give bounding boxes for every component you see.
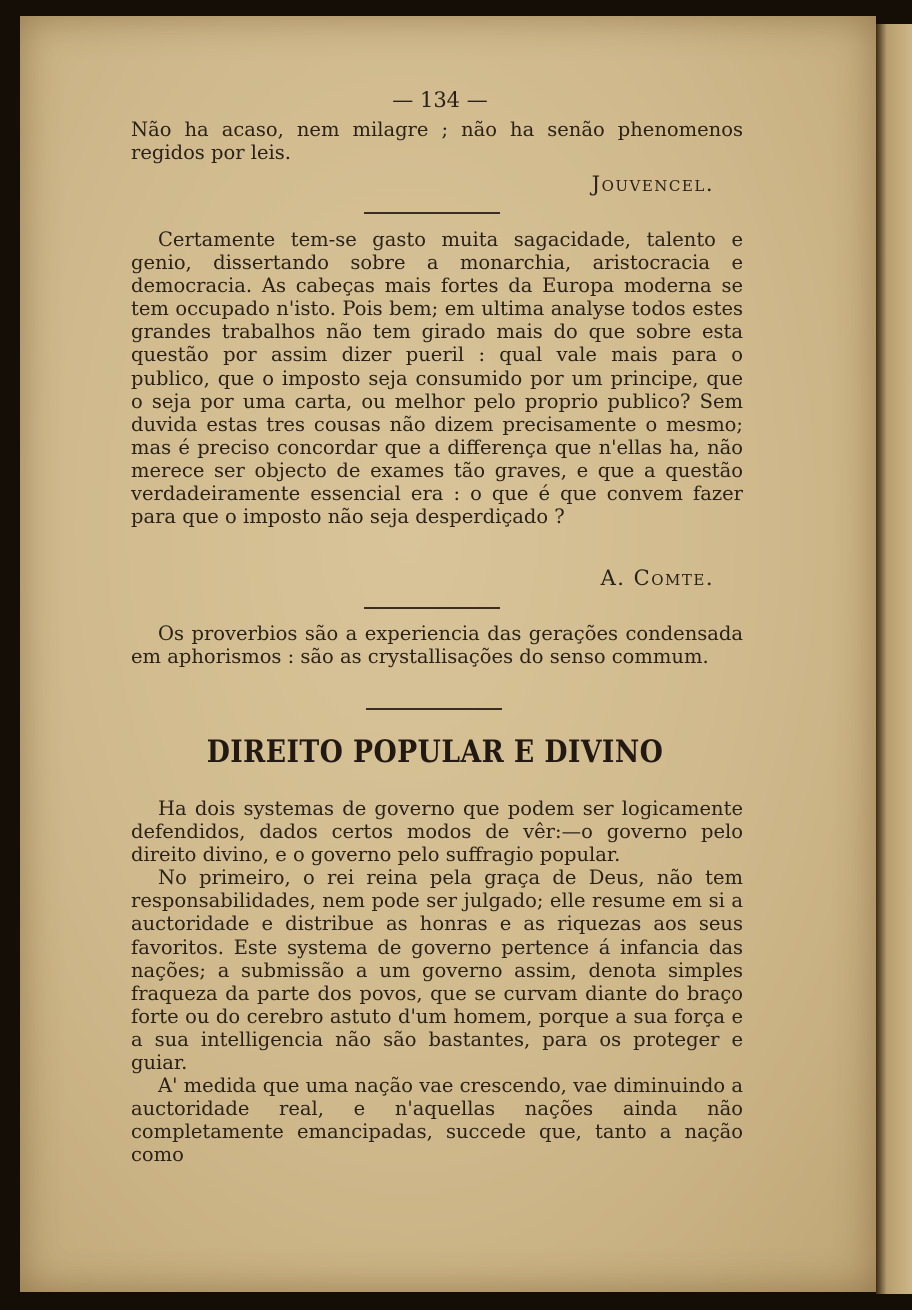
section-body (131, 797, 743, 1167)
body-paragraph: No primeiro, o rei reina pela graça de Deus, não tem responsabilidades, nem pode ser julgado; elle resume em si a auctoridade e distribue as honras e as riquezas aos seus favoritos. Este systema de governo pertence á infancia das nações; a submissão a um governo assim, denota simples fraqueza da parte dos povos, que se curvam diante do braço forte ou do cerebro astuto d'um homem, porque a sua força e a sua intelligencia não são bastantes, para os proteger e guiar. (131, 866, 743, 1075)
quote-text: Os proverbios são a experiencia das gerações condensada em aphorismos : são as crystallisações do senso commum. (131, 622, 743, 669)
quote-text: Não ha acaso, nem milagre ; não ha senão phenomenos regidos por leis. (131, 118, 743, 165)
section-title: DIREITO POPULAR E DIVINO (206, 734, 664, 770)
divider (364, 212, 500, 214)
quote-author: A. Comte. (600, 566, 714, 590)
quote-text: Certamente tem-se gasto muita sagacidade, talento e genio, dissertando sobre a monarchia, aristocracia e democracia. As cabeças mais fortes da Europa moderna se tem occupado n'isto. Pois bem; em ultima analyse todos estes grandes trabalhos não tem girado mais do que sobre esta questão por assim dizer pueril : qual vale mais para o publico, que o imposto seja consumido por um principe, que o seja por uma carta, ou melhor pelo proprio publico? Sem duvida estas tres cousas não dizem precisamente o mesmo; mas é preciso concordar que a differença que n'ellas ha, não merece ser objecto de exames tão graves, e que a questão verdadeiramente essencial era : o que é que convem fazer para que o imposto não seja desperdiçado ? (131, 228, 743, 529)
divider (364, 607, 500, 609)
body-paragraph: Ha dois systemas de governo que podem ser logicamente defendidos, dados certos modos de vêr:—o governo pelo direito divino, e o governo pelo suffragio popular. (131, 797, 743, 867)
page-number: — 134 — (392, 88, 488, 112)
adjacent-page-edge (876, 24, 912, 1294)
body-paragraph: A' medida que uma nação vae crescendo, vae diminuindo a auctoridade real, e n'aquellas nações ainda não completamente emancipadas, succede que, tanto a nação como (131, 1074, 743, 1167)
quote-block-3 (131, 622, 743, 668)
quote-block-1 (131, 118, 743, 164)
divider (366, 708, 502, 710)
quote-author: Jouvencel. (591, 172, 714, 196)
quote-block-2 (131, 228, 743, 528)
